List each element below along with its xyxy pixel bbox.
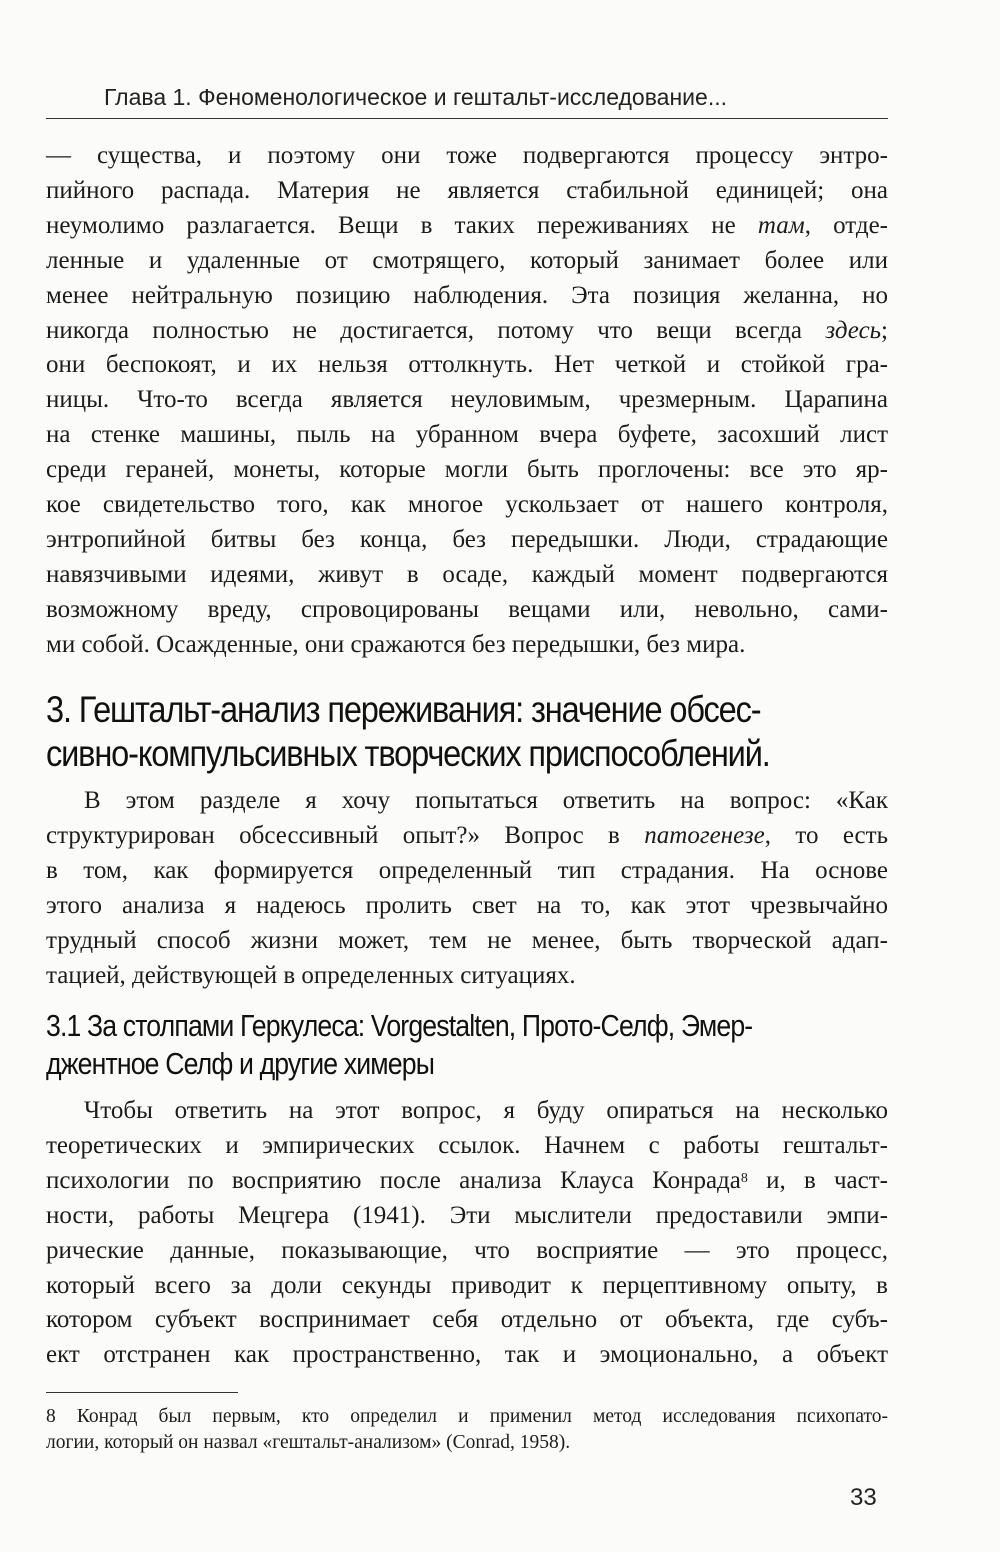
paragraph-2 bbox=[46, 784, 888, 993]
text-line: возможному вреду, спровоцированы вещами или, невольно, сами- bbox=[46, 595, 888, 623]
text-line: рические данные, показывающие, что восприятие — это процесс, bbox=[46, 1236, 888, 1264]
text-line: ленные и удаленные от смотрящего, который занимает более или bbox=[46, 246, 888, 274]
text-line: теоретических и эмпирических ссылок. Начнем с работы гештальт- bbox=[46, 1131, 888, 1159]
text-line: они беспокоят, и их нельзя оттолкнуть. Нет четкой и стойкой гра- bbox=[46, 351, 888, 379]
footnote-divider bbox=[46, 1392, 238, 1393]
heading-line: 3. Гештальт-анализ переживания: значение обсес- bbox=[46, 689, 761, 730]
section-heading bbox=[46, 688, 803, 776]
text-line: неумолимо разлагается. Вещи в таких переживаниях не там, отде- bbox=[46, 211, 888, 239]
header-divider bbox=[46, 118, 888, 119]
footnote-line: логии, который он назвал «гештальт-анализом» (Conrad, 1958). bbox=[46, 1432, 571, 1453]
paragraph-3 bbox=[46, 1094, 888, 1373]
page-number: 33 bbox=[850, 1484, 877, 1511]
footnote-line: 8 Конрад был первым, кто определил и применил метод исследования психопато- bbox=[46, 1406, 888, 1427]
text-line: пийного распада. Материя не является стабильной единицей; она bbox=[46, 176, 888, 204]
text-line: психологии по восприятию после анализа Клауса Конрада$^8$ и, в част- bbox=[46, 1166, 889, 1194]
emphasis: патогенезе bbox=[644, 821, 765, 849]
text-line: этого анализа я надеюсь пролить свет на то, как этот чрезвычайно bbox=[46, 891, 888, 919]
text-line: структурирован обсессивный опыт?» Вопрос в патогенезе, то есть bbox=[46, 821, 888, 849]
text-line: котором субъект воспринимает себя отдельно от объекта, где субъ- bbox=[46, 1306, 888, 1334]
subsection-heading bbox=[46, 1007, 752, 1083]
heading-line: 3.1 За столпами Геркулеса: Vorgestalten, Прото-Селф, Эмер- bbox=[46, 1008, 753, 1043]
text-line: Чтобы ответить на этот вопрос, я буду опираться на несколько bbox=[84, 1097, 888, 1124]
text-line: среди гераней, монеты, которые могли быть проглочены: все это яр- bbox=[46, 456, 888, 484]
emphasis: там bbox=[757, 211, 805, 239]
paragraph-1 bbox=[46, 139, 888, 663]
footnote-marker: 8 bbox=[740, 1170, 748, 1186]
text-line: трудный способ жизни может, тем не менее, быть творческой адап- bbox=[46, 926, 888, 954]
text-line: энтропийной битвы без конца, без передышки. Люди, страдающие bbox=[46, 525, 888, 553]
running-head: Глава 1. Феноменологическое и гештальт-исследование... bbox=[104, 84, 727, 110]
text-line: который всего за доли секунды приводит к перцептивному опыту, в bbox=[46, 1271, 888, 1299]
text-line: никогда полностью не достигается, потому что вещи всегда здесь; bbox=[46, 316, 888, 344]
text-line: ект отстранен как пространственно, так и эмоционально, а объект bbox=[46, 1341, 888, 1369]
text-line: на стенке машины, пыль на убранном вчера буфете, засохший лист bbox=[46, 421, 888, 449]
text-line: кое свидетельство того, как многое ускользает от нашего контроля, bbox=[46, 491, 888, 519]
emphasis: здесь bbox=[825, 316, 882, 344]
text-line: В этом разделе я хочу попытаться ответить на вопрос: «Как bbox=[84, 787, 888, 814]
heading-line: сивно-компульсивных творческих приспособлений. bbox=[46, 733, 770, 774]
footnote bbox=[46, 1404, 888, 1456]
heading-line: джентное Селф и другие химеры bbox=[46, 1046, 435, 1081]
text-line: менее нейтральную позицию наблюдения. Эта позиция желанна, но bbox=[46, 281, 888, 309]
text-line: — существа, и поэтому они тоже подвергаются процессу энтро- bbox=[46, 142, 888, 169]
text-line: навязчивыми идеями, живут в осаде, каждый момент подвергаются bbox=[46, 560, 888, 588]
text-line: тацией, действующей в определенных ситуациях. bbox=[46, 961, 576, 989]
text-line: в том, как формируется определенный тип страдания. На основе bbox=[46, 856, 888, 884]
text-line: ницы. Что-то всегда является неуловимым, чрезмерным. Царапина bbox=[46, 386, 888, 414]
text-line: ми собой. Осажденные, они сражаются без передышки, без мира. bbox=[46, 630, 746, 658]
text-line: ности, работы Мецгера (1941). Эти мыслители предоставили эмпи- bbox=[46, 1201, 888, 1229]
